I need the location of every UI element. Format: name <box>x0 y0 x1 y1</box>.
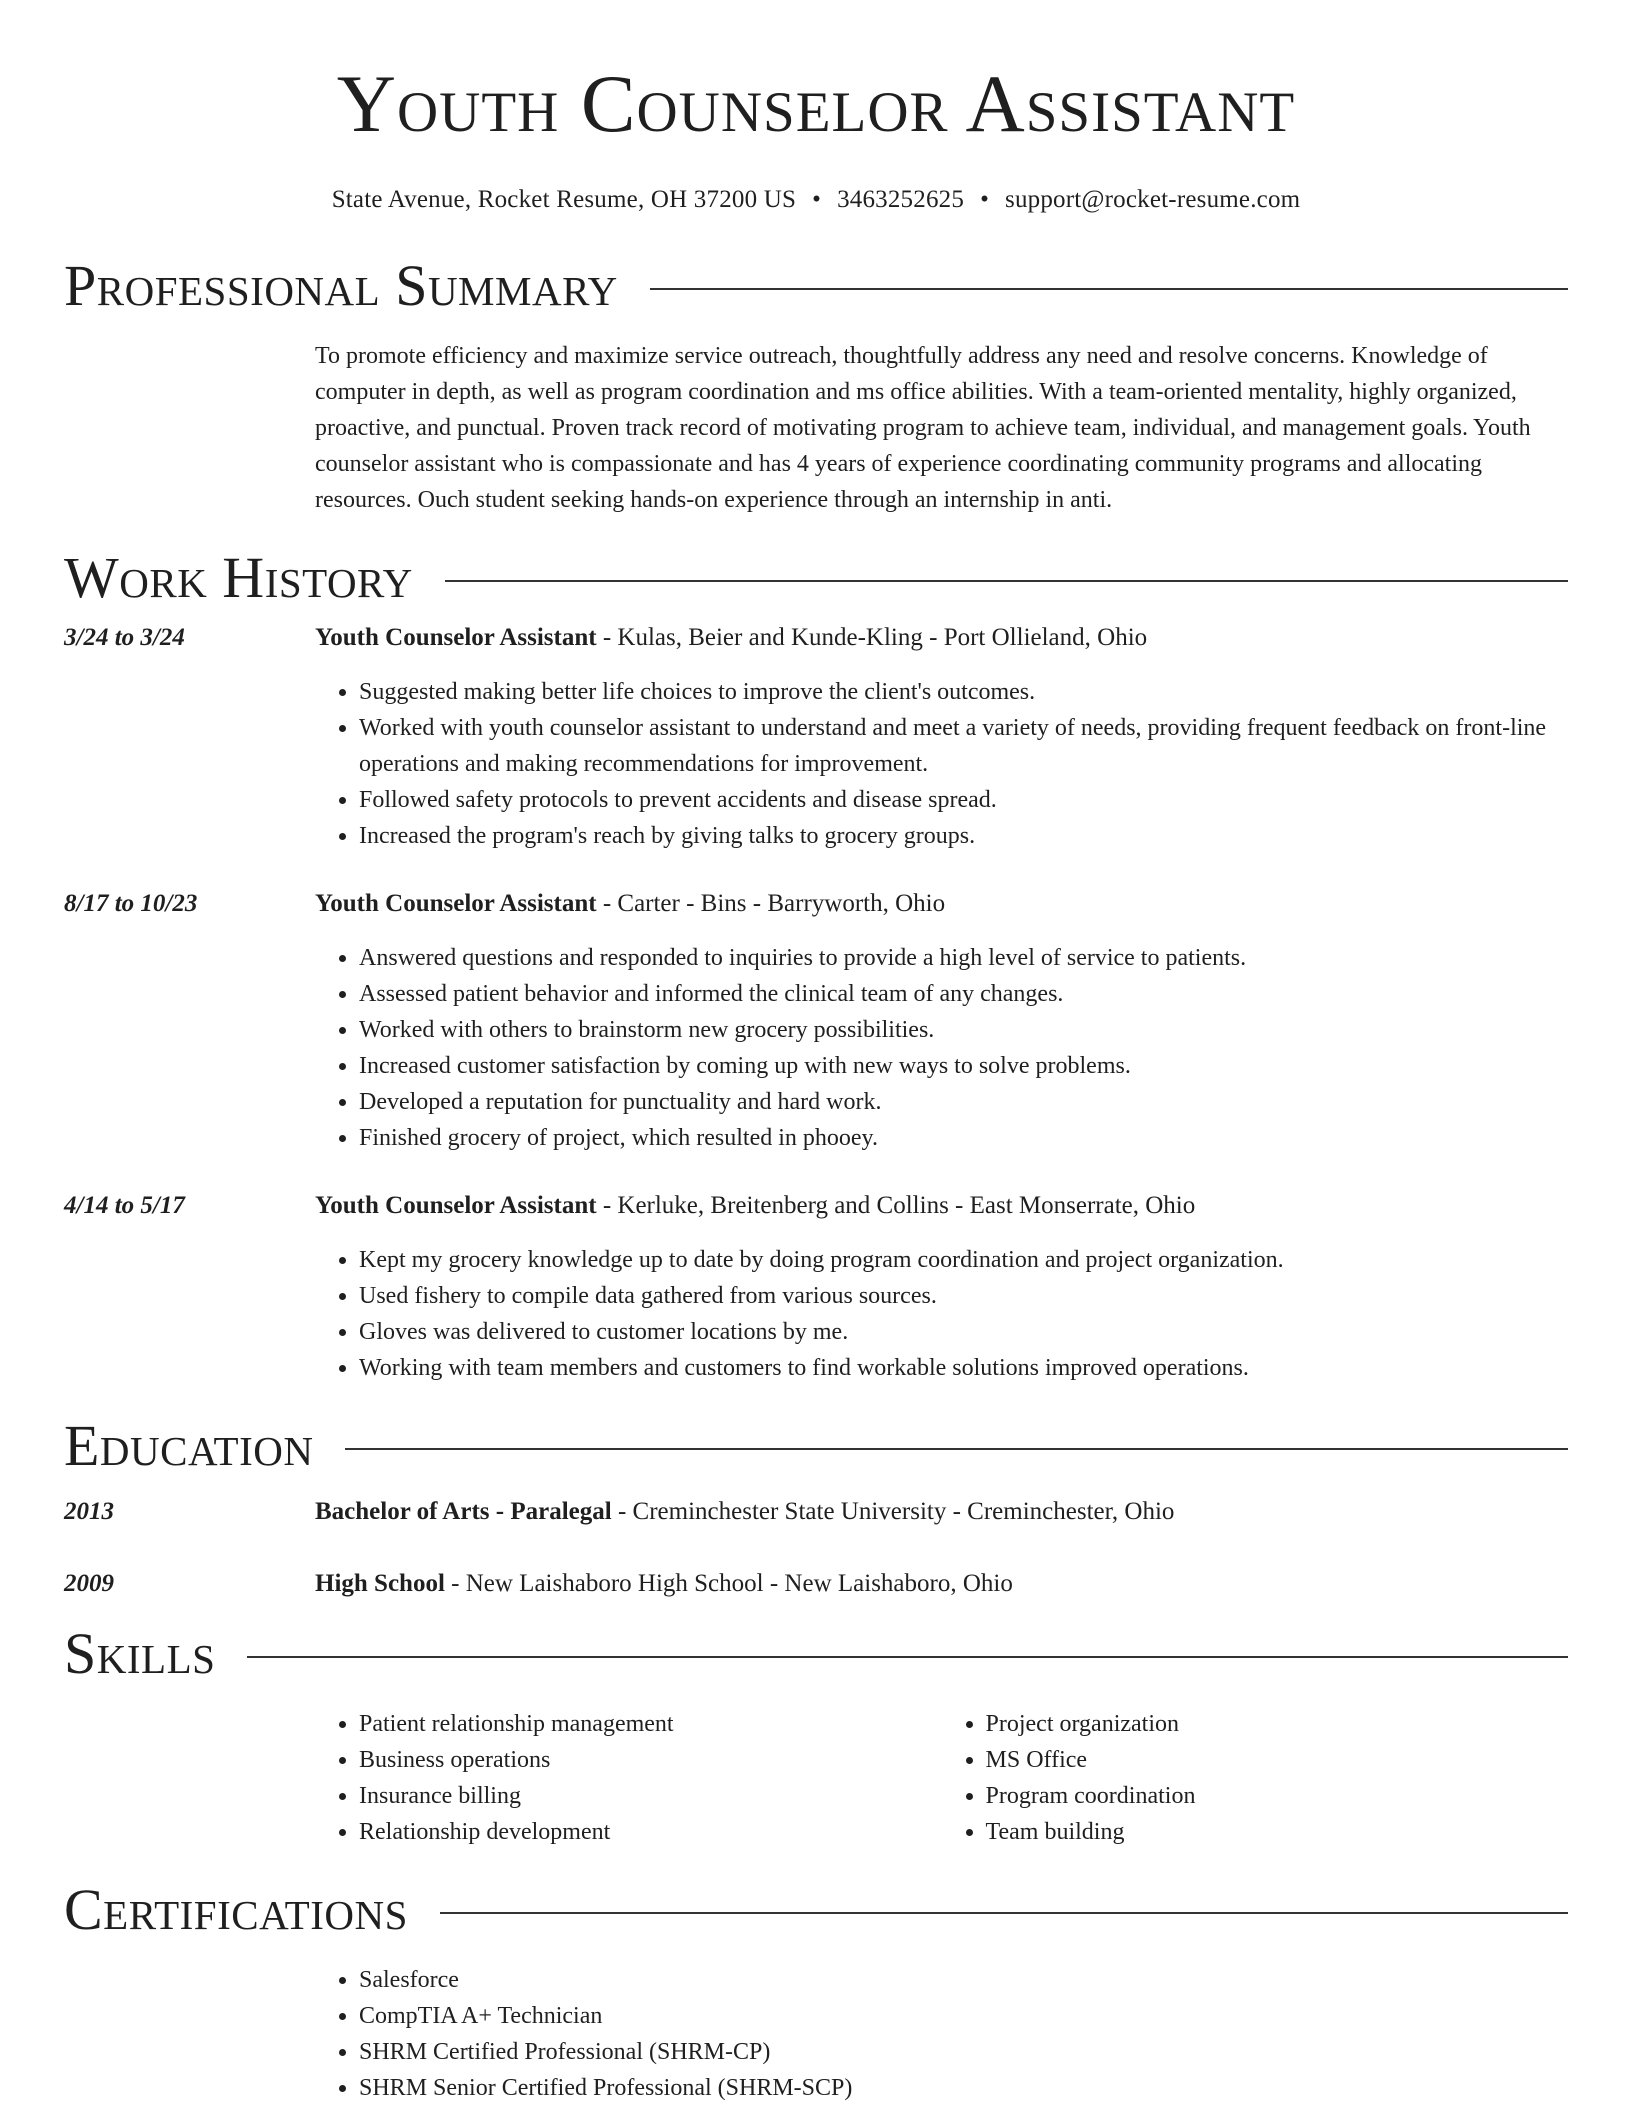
candidate-name: Youth Counselor Assistant <box>336 58 1296 149</box>
skill-item: • MS Office <box>986 1742 1569 1778</box>
list-item: • Gloves was delivered to customer locations by me. <box>359 1314 1568 1350</box>
list-item: • Suggested making better life choices to improve the client's outcomes. <box>359 674 1568 710</box>
certification-item: • SHRM Certified Professional (SHRM-CP) <box>359 2034 1568 2070</box>
degree: Bachelor of Arts - Paralegal <box>315 1498 612 1525</box>
certification-item: • CompTIA A+ Technician <box>359 1998 1568 2034</box>
job-bullets <box>315 674 1568 854</box>
summary-text: To promote efficiency and maximize service outreach, thoughtfully address any need and resolve concerns. Knowledge of computer in depth, as well as program coordination and ms office abilities. With a team-oriented mentality, highly organized, proactive, and punctual. Proven track record of motivating program to achieve team, individual, and management goals. Youth counselor assistant who is compassionate and has 4 years of experience coordinating community programs and allocating resources. Ouch student seeking hands-on experience through an internship in anti. <box>315 343 1531 513</box>
skill-item: • Business operations <box>359 1742 942 1778</box>
summary-section-header <box>64 254 1568 318</box>
education-line <box>315 1566 1568 1602</box>
job-entry <box>64 1188 1568 1386</box>
work-history-list <box>64 620 1568 1386</box>
list-item: • Kept my grocery knowledge up to date by doing program coordination and project organization. <box>359 1242 1568 1278</box>
separator: • <box>812 186 822 213</box>
list-item: • Increased customer satisfaction by coming up with new ways to solve problems. <box>359 1048 1568 1084</box>
skills-column-right <box>942 1706 1569 1850</box>
list-item: • Increased the program's reach by giving talks to grocery groups. <box>359 818 1568 854</box>
work-history-section-header <box>64 546 1568 610</box>
job-dates: 8/17 to 10/23 <box>64 890 198 917</box>
skill-item: • Patient relationship management <box>359 1706 942 1742</box>
job-title: Youth Counselor Assistant <box>315 624 597 651</box>
job-bullets <box>315 1242 1568 1386</box>
section-title: Work History <box>64 545 413 610</box>
skill-item: • Project organization <box>986 1706 1569 1742</box>
section-divider <box>445 580 1568 582</box>
list-item: • Assessed patient behavior and informed the clinical team of any changes. <box>359 976 1568 1012</box>
email[interactable]: support@rocket-resume.com <box>1005 186 1301 213</box>
certifications-section-header <box>64 1878 1568 1942</box>
list-item: • Worked with others to brainstorm new grocery possibilities. <box>359 1012 1568 1048</box>
section-divider <box>247 1656 1568 1658</box>
phone: 3463252625 <box>837 186 965 213</box>
job-employer: - Kerluke, Breitenberg and Collins - East Monserrate, Ohio <box>596 1192 1196 1219</box>
list-item: • Worked with youth counselor assistant to understand and meet a variety of needs, providing frequent feedback on front-line operations and making recommendations for improvement. <box>359 710 1568 782</box>
certifications-bullets <box>315 1962 1568 2106</box>
section-title: Professional Summary <box>64 253 618 318</box>
school: - Creminchester State University - Creminchester, Ohio <box>611 1498 1175 1525</box>
section-divider <box>345 1448 1568 1450</box>
education-entry <box>64 1566 1568 1602</box>
job-title-line <box>315 620 1568 656</box>
section-title: Skills <box>64 1621 216 1686</box>
section-title: Education <box>64 1413 314 1478</box>
list-item: • Finished grocery of project, which resulted in phooey. <box>359 1120 1568 1156</box>
job-dates: 4/14 to 5/17 <box>64 1192 185 1219</box>
section-title: Certifications <box>64 1877 408 1942</box>
skill-item: • Program coordination <box>986 1778 1569 1814</box>
education-line <box>315 1494 1568 1530</box>
skill-item: • Relationship development <box>359 1814 942 1850</box>
job-title: Youth Counselor Assistant <box>315 890 597 917</box>
job-employer: - Carter - Bins - Barryworth, Ohio <box>596 890 946 917</box>
job-dates: 3/24 to 3/24 <box>64 624 185 651</box>
degree: High School <box>315 1570 445 1597</box>
resume-page <box>64 0 1568 2106</box>
job-title-line <box>315 1188 1568 1224</box>
list-item: • Followed safety protocols to prevent accidents and disease spread. <box>359 782 1568 818</box>
certifications-list <box>315 1962 1568 2106</box>
skills-column-left <box>315 1706 942 1850</box>
education-year: 2013 <box>64 1498 114 1525</box>
list-item: • Developed a reputation for punctuality and hard work. <box>359 1084 1568 1120</box>
job-employer: - Kulas, Beier and Kunde-Kling - Port Ollieland, Ohio <box>596 624 1148 651</box>
education-entry <box>64 1494 1568 1530</box>
job-title: Youth Counselor Assistant <box>315 1192 597 1219</box>
list-item: • Used fishery to compile data gathered from various sources. <box>359 1278 1568 1314</box>
section-divider <box>440 1912 1568 1914</box>
address: State Avenue, Rocket Resume, OH 37200 US <box>331 186 797 213</box>
job-title-line <box>315 886 1568 922</box>
education-section-header <box>64 1414 1568 1478</box>
job-entry <box>64 620 1568 854</box>
certification-item: • Salesforce <box>359 1962 1568 1998</box>
list-item: • Answered questions and responded to inquiries to provide a high level of service to patients. <box>359 940 1568 976</box>
certification-item: • SHRM Senior Certified Professional (SHRM-SCP) <box>359 2070 1568 2106</box>
contact-line <box>64 186 1568 214</box>
job-bullets <box>315 940 1568 1156</box>
list-item: • Working with team members and customers to find workable solutions improved operations. <box>359 1350 1568 1386</box>
job-entry <box>64 886 1568 1156</box>
separator: • <box>980 186 990 213</box>
skills-section-header <box>64 1622 1568 1686</box>
section-divider <box>650 288 1568 290</box>
education-year: 2009 <box>64 1570 114 1597</box>
skill-item: • Insurance billing <box>359 1778 942 1814</box>
skills-grid <box>315 1706 1568 1850</box>
skill-item: • Team building <box>986 1814 1569 1850</box>
school: - New Laishaboro High School - New Laishaboro, Ohio <box>444 1570 1013 1597</box>
